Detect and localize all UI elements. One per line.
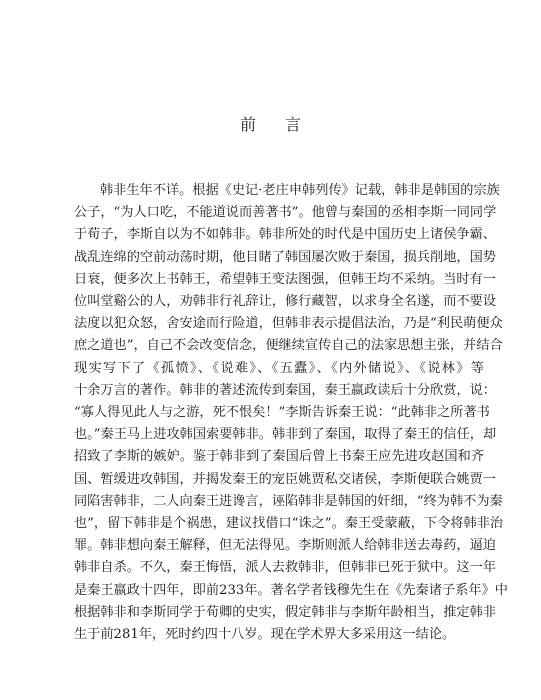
- text-line: 法度以犯众怒，舍安途而行险道，但韩非表示提倡法治，乃是“利民萌便众: [74, 316, 503, 332]
- body-paragraph: [74, 180, 508, 646]
- text-line: 位叫堂谿公的人，劝韩非行礼辞让，修行藏智，以求身全名遂，而不要设: [74, 294, 496, 310]
- text-line: 日衰，便多次上书韩王，希望韩王变法图强，但韩王均不采纳。当时有一: [74, 271, 496, 287]
- text-line: 同陷害韩非，二人向秦王进谗言，诬陷韩非是韩国的奸细，“终为韩不为秦: [74, 493, 503, 509]
- text-line: 韩非生年不详。根据《史记·老庄申韩列传》记载，韩非是韩国的宗族: [100, 183, 500, 198]
- text-line: 韩非自杀。不久，秦王悔悟，派人去救韩非，但韩非已死于狱中。这一年: [74, 560, 496, 576]
- text-line: 公子，“为人口吃，不能道说而善著书”。他曾与秦国的丞相李斯一同同学: [74, 205, 497, 221]
- text-line: 十余万言的著作。韩非的著述流传到秦国，秦王嬴政读后十分欣赏，说：: [74, 382, 496, 398]
- text-line: “寡人得见此人与之游，死不恨矣！”李斯告诉秦王说：“此韩非之所著书: [74, 405, 490, 421]
- text-line: 也”，留下韩非是个祸患，建议找借口“诛之”。秦王受蒙蔽，下令将韩非治: [74, 516, 504, 532]
- text-line: 也。”秦王马上进攻韩国索要韩非。韩非到了秦国，取得了秦王的信任，却: [74, 427, 497, 443]
- text-line: 根据韩非和李斯同学于荀卿的史实，假定韩非与李斯年龄相当，推定韩非: [74, 604, 496, 620]
- text-line: 于荀子，李斯自以为不如韩非。韩非所处的时代是中国历史上诸侯争霸、: [74, 227, 496, 243]
- text-line: 是秦王嬴政十四年，即前233年。著名学者钱穆先生在《先秦诸子系年》中: [74, 582, 508, 598]
- text-line: 生于前281年，死时约四十八岁。现在学术界大多采用这一结论。: [74, 627, 456, 643]
- text-line: 现实写下了《孤愤》、《说难》、《五蠹》、《内外储说》、《说林》等: [74, 360, 484, 376]
- page-title: 前 言: [239, 115, 314, 134]
- text-line: 庶之道也”，自己不会改变信念，便继续宣传自己的法家思想主张，并结合: [74, 338, 503, 354]
- text-line: 招致了李斯的嫉妒。鉴于韩非到了秦国后曾上书秦王应先进攻赵国和齐: [74, 449, 484, 465]
- text-line: 战乱连绵的空前动荡时期，他目睹了韩国屡次败于秦国，损兵削地，国势: [74, 249, 496, 265]
- text-line: 国、暂缓进攻韩国，并揭发秦王的宠臣姚贾私交诸侯，李斯便联合姚贾一: [74, 471, 496, 487]
- text-line: 罪。韩非想向秦王解释，但无法得见。李斯则派人给韩非送去毒药，逼迫: [74, 538, 496, 554]
